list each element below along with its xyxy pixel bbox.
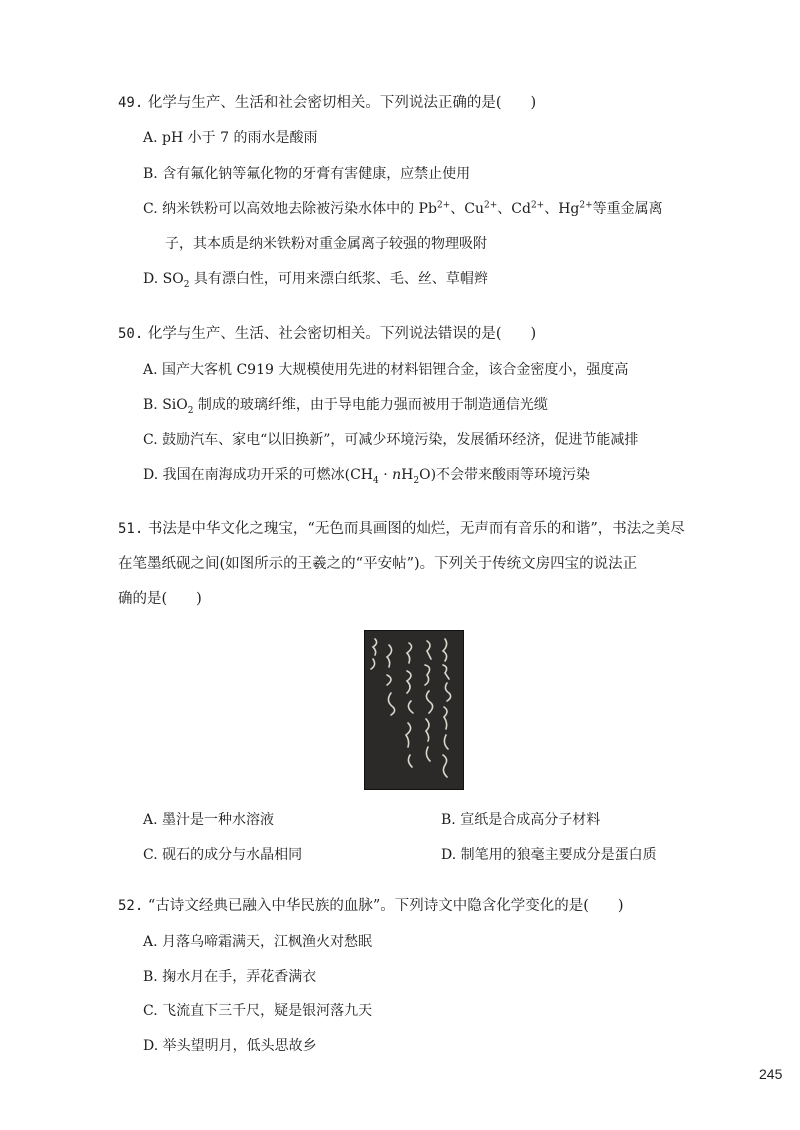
- subscript: 2: [187, 405, 194, 416]
- question-text: 化学与生产、生活、社会密切相关。下列说法错误的是( ): [147, 326, 537, 342]
- question-text: “古诗文经典已融入中华民族的血脉”。下列诗文中隐含化学变化的是( ): [147, 898, 624, 914]
- question-number: 51.: [118, 521, 144, 537]
- ion-charge: 2+: [579, 200, 593, 211]
- option-text: C. 纳米铁粉可以高效地去除被污染水体中的 Pb: [143, 201, 437, 217]
- q50-option-a[interactable]: A. 国产大客机 C919 大规模使用先进的材料铝锂合金，该合金密度小，强度高: [143, 362, 629, 378]
- ion-charge: 2+: [483, 200, 498, 211]
- ion-charge: 2+: [436, 200, 451, 211]
- option-text: 、Cd: [497, 201, 531, 217]
- question-50-stem: [118, 326, 718, 342]
- option-text: 、Hg: [544, 201, 580, 217]
- question-text: 化学与生产、生活和社会密切相关。下列说法正确的是( ): [147, 95, 537, 111]
- option-text: 等重金属离: [592, 201, 663, 217]
- q49-option-b[interactable]: B. 含有氟化钠等氟化物的牙膏有害健康，应禁止使用: [143, 166, 471, 182]
- q50-option-d[interactable]: [143, 467, 591, 486]
- q52-option-c[interactable]: C. 飞流直下三千尺，疑是银河落九天: [143, 1003, 373, 1019]
- q50-option-c[interactable]: C. 鼓励汽车、家电“以旧换新”，可减少环境污染，发展循环经济，促进节能减排: [143, 432, 639, 448]
- ion-charge: 2+: [530, 200, 545, 211]
- q51-option-c[interactable]: C. 砚石的成分与水晶相同: [143, 847, 303, 863]
- option-text: 具有漂白性，可用来漂白纸浆、毛、丝、草帽辫: [189, 271, 488, 287]
- option-text: D. SO: [143, 271, 184, 287]
- q50-option-b[interactable]: [143, 397, 548, 416]
- q52-option-a[interactable]: A. 月落乌啼霜满天，江枫渔火对愁眠: [143, 934, 373, 950]
- question-number: 52.: [118, 898, 144, 914]
- q52-option-d[interactable]: D. 举头望明月，低头思故乡: [143, 1038, 317, 1054]
- option-text: H: [401, 467, 414, 483]
- q52-option-b[interactable]: B. 掬水月在手，弄花香满衣: [143, 969, 317, 985]
- question-52-stem: [118, 898, 718, 914]
- option-text: D. 我国在南海成功开采的可燃冰(CH: [143, 467, 374, 483]
- q51-option-a[interactable]: A. 墨汁是一种水溶液: [143, 812, 275, 828]
- q49-option-c[interactable]: [143, 201, 663, 217]
- q51-option-d[interactable]: D. 制笔用的狼毫主要成分是蛋白质: [441, 847, 657, 863]
- calligraphy-image: [364, 630, 464, 790]
- question-51-stem-line3: 确的是( ): [118, 591, 202, 607]
- q49-option-d[interactable]: [143, 271, 488, 290]
- q49-option-a[interactable]: A. pH 小于 7 的雨水是酸雨: [143, 130, 318, 146]
- question-text: 书法是中华文化之瑰宝，“无色而具画图的灿烂，无声而有音乐的和谐”，书法之美尽: [147, 521, 685, 537]
- option-text: 、Cu: [450, 201, 484, 217]
- question-number: 49.: [118, 95, 144, 111]
- calligraphy-strokes: [365, 631, 463, 789]
- q51-option-b[interactable]: B. 宣纸是合成高分子材料: [441, 812, 601, 828]
- question-51-stem: [118, 521, 718, 537]
- question-number: 50.: [118, 326, 144, 342]
- subscript: 2: [183, 279, 190, 290]
- question-51-stem-line2: 在笔墨纸砚之间(如图所示的王羲之的“平安帖”)。下列关于传统文房四宝的说法正: [118, 556, 638, 572]
- variable-n: n: [392, 467, 402, 483]
- option-text: O)不会带来酸雨等环境污染: [419, 467, 591, 483]
- option-text: 制成的玻璃纤维，由于导电能力强而被用于制造通信光缆: [193, 397, 548, 413]
- option-text: ·: [378, 467, 393, 483]
- option-text: B. SiO: [143, 397, 188, 413]
- question-49-stem: [118, 95, 718, 111]
- page-number: 245: [759, 1066, 783, 1082]
- subscript: 2: [413, 475, 420, 486]
- subscript: 4: [373, 475, 379, 486]
- q49-option-c-continued: 子，其本质是纳米铁粉对重金属离子较强的物理吸附: [165, 236, 487, 252]
